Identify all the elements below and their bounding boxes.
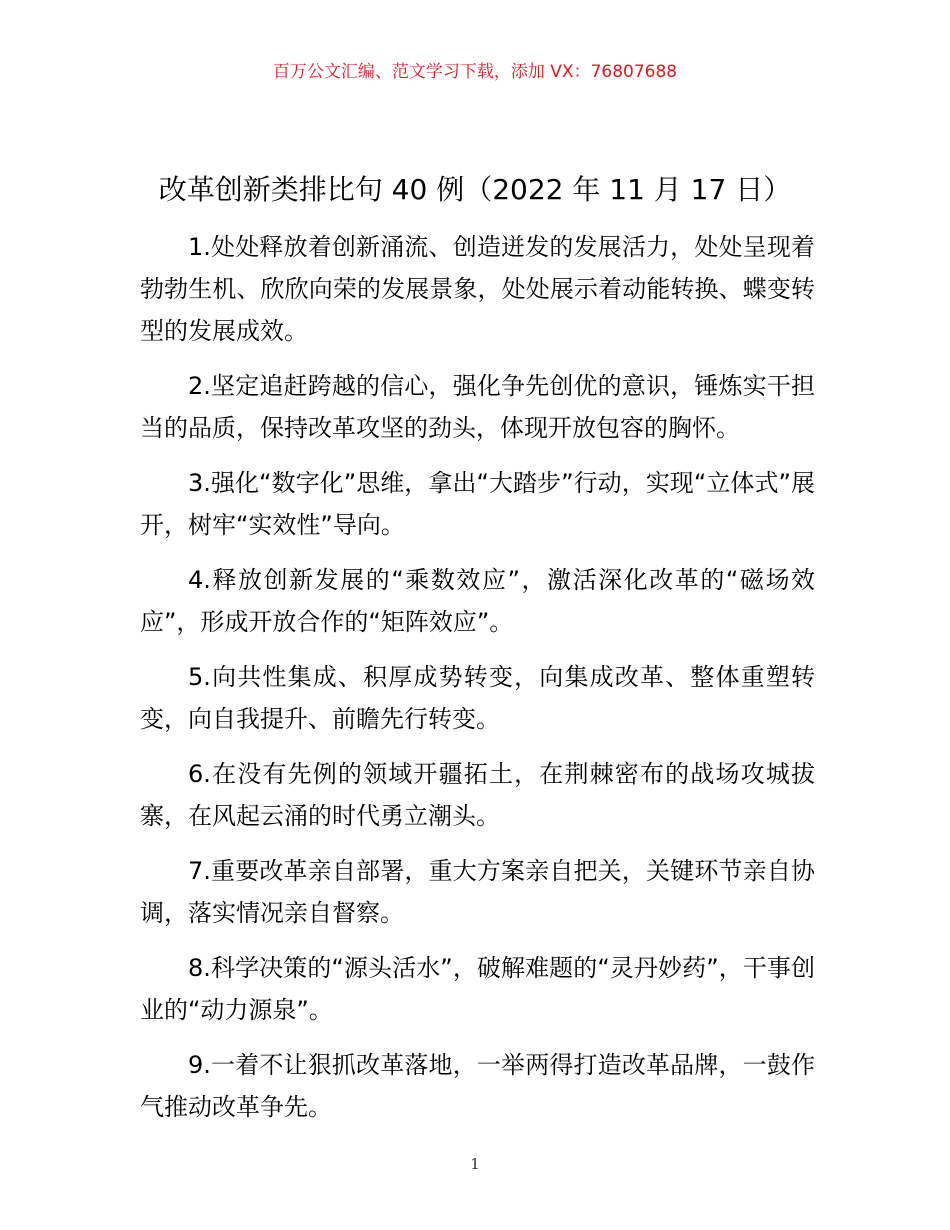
- paragraph-4: 4.释放创新发展的“乘数效应”，激活深化改革的“磁场效应”，形成开放合作的“矩阵效应”。: [140, 566, 815, 636]
- paragraph-9: 9.一着不让狠抓改革落地，一举两得打造改革品牌，一鼓作气推动改革争先。: [140, 1051, 815, 1121]
- paragraph-6: 6.在没有先例的领域开疆拓土，在荆棘密布的战场攻城拔寨，在风起云涌的时代勇立潮头。: [140, 760, 815, 830]
- paragraph-1: 1.处处释放着创新涌流、创造迸发的发展活力，处处呈现着勃勃生机、欣欣向荣的发展景象，处处展示着动能转换、蝶变转型的发展成效。: [140, 233, 815, 345]
- paragraph-3: 3.强化“数字化”思维，拿出“大踏步”行动，实现“立体式”展开，树牢“实效性”导向。: [140, 469, 815, 539]
- page-number: 1: [470, 1155, 480, 1173]
- paragraph-5: 5.向共性集成、积厚成势转变，向集成改革、整体重塑转变，向自我提升、前瞻先行转变。: [140, 663, 815, 733]
- paragraph-2: 2.坚定追赶跨越的信心，强化争先创优的意识，锤炼实干担当的品质，保持改革攻坚的劲头，体现开放包容的胸怀。: [140, 372, 815, 442]
- document-body: [140, 226, 815, 1141]
- watermark-header: 百万公文汇编、范文学习下载，添加 VX：76807688: [272, 62, 678, 82]
- paragraph-7: 7.重要改革亲自部署，重大方案亲自把关，关键环节亲自协调，落实情况亲自督察。: [140, 857, 815, 927]
- paragraph-8: 8.科学决策的“源头活水”，破解难题的“灵丹妙药”，干事创业的“动力源泉”。: [140, 954, 815, 1024]
- document-title: 改革创新类排比句 40 例（2022 年 11 月 17 日）: [158, 173, 792, 206]
